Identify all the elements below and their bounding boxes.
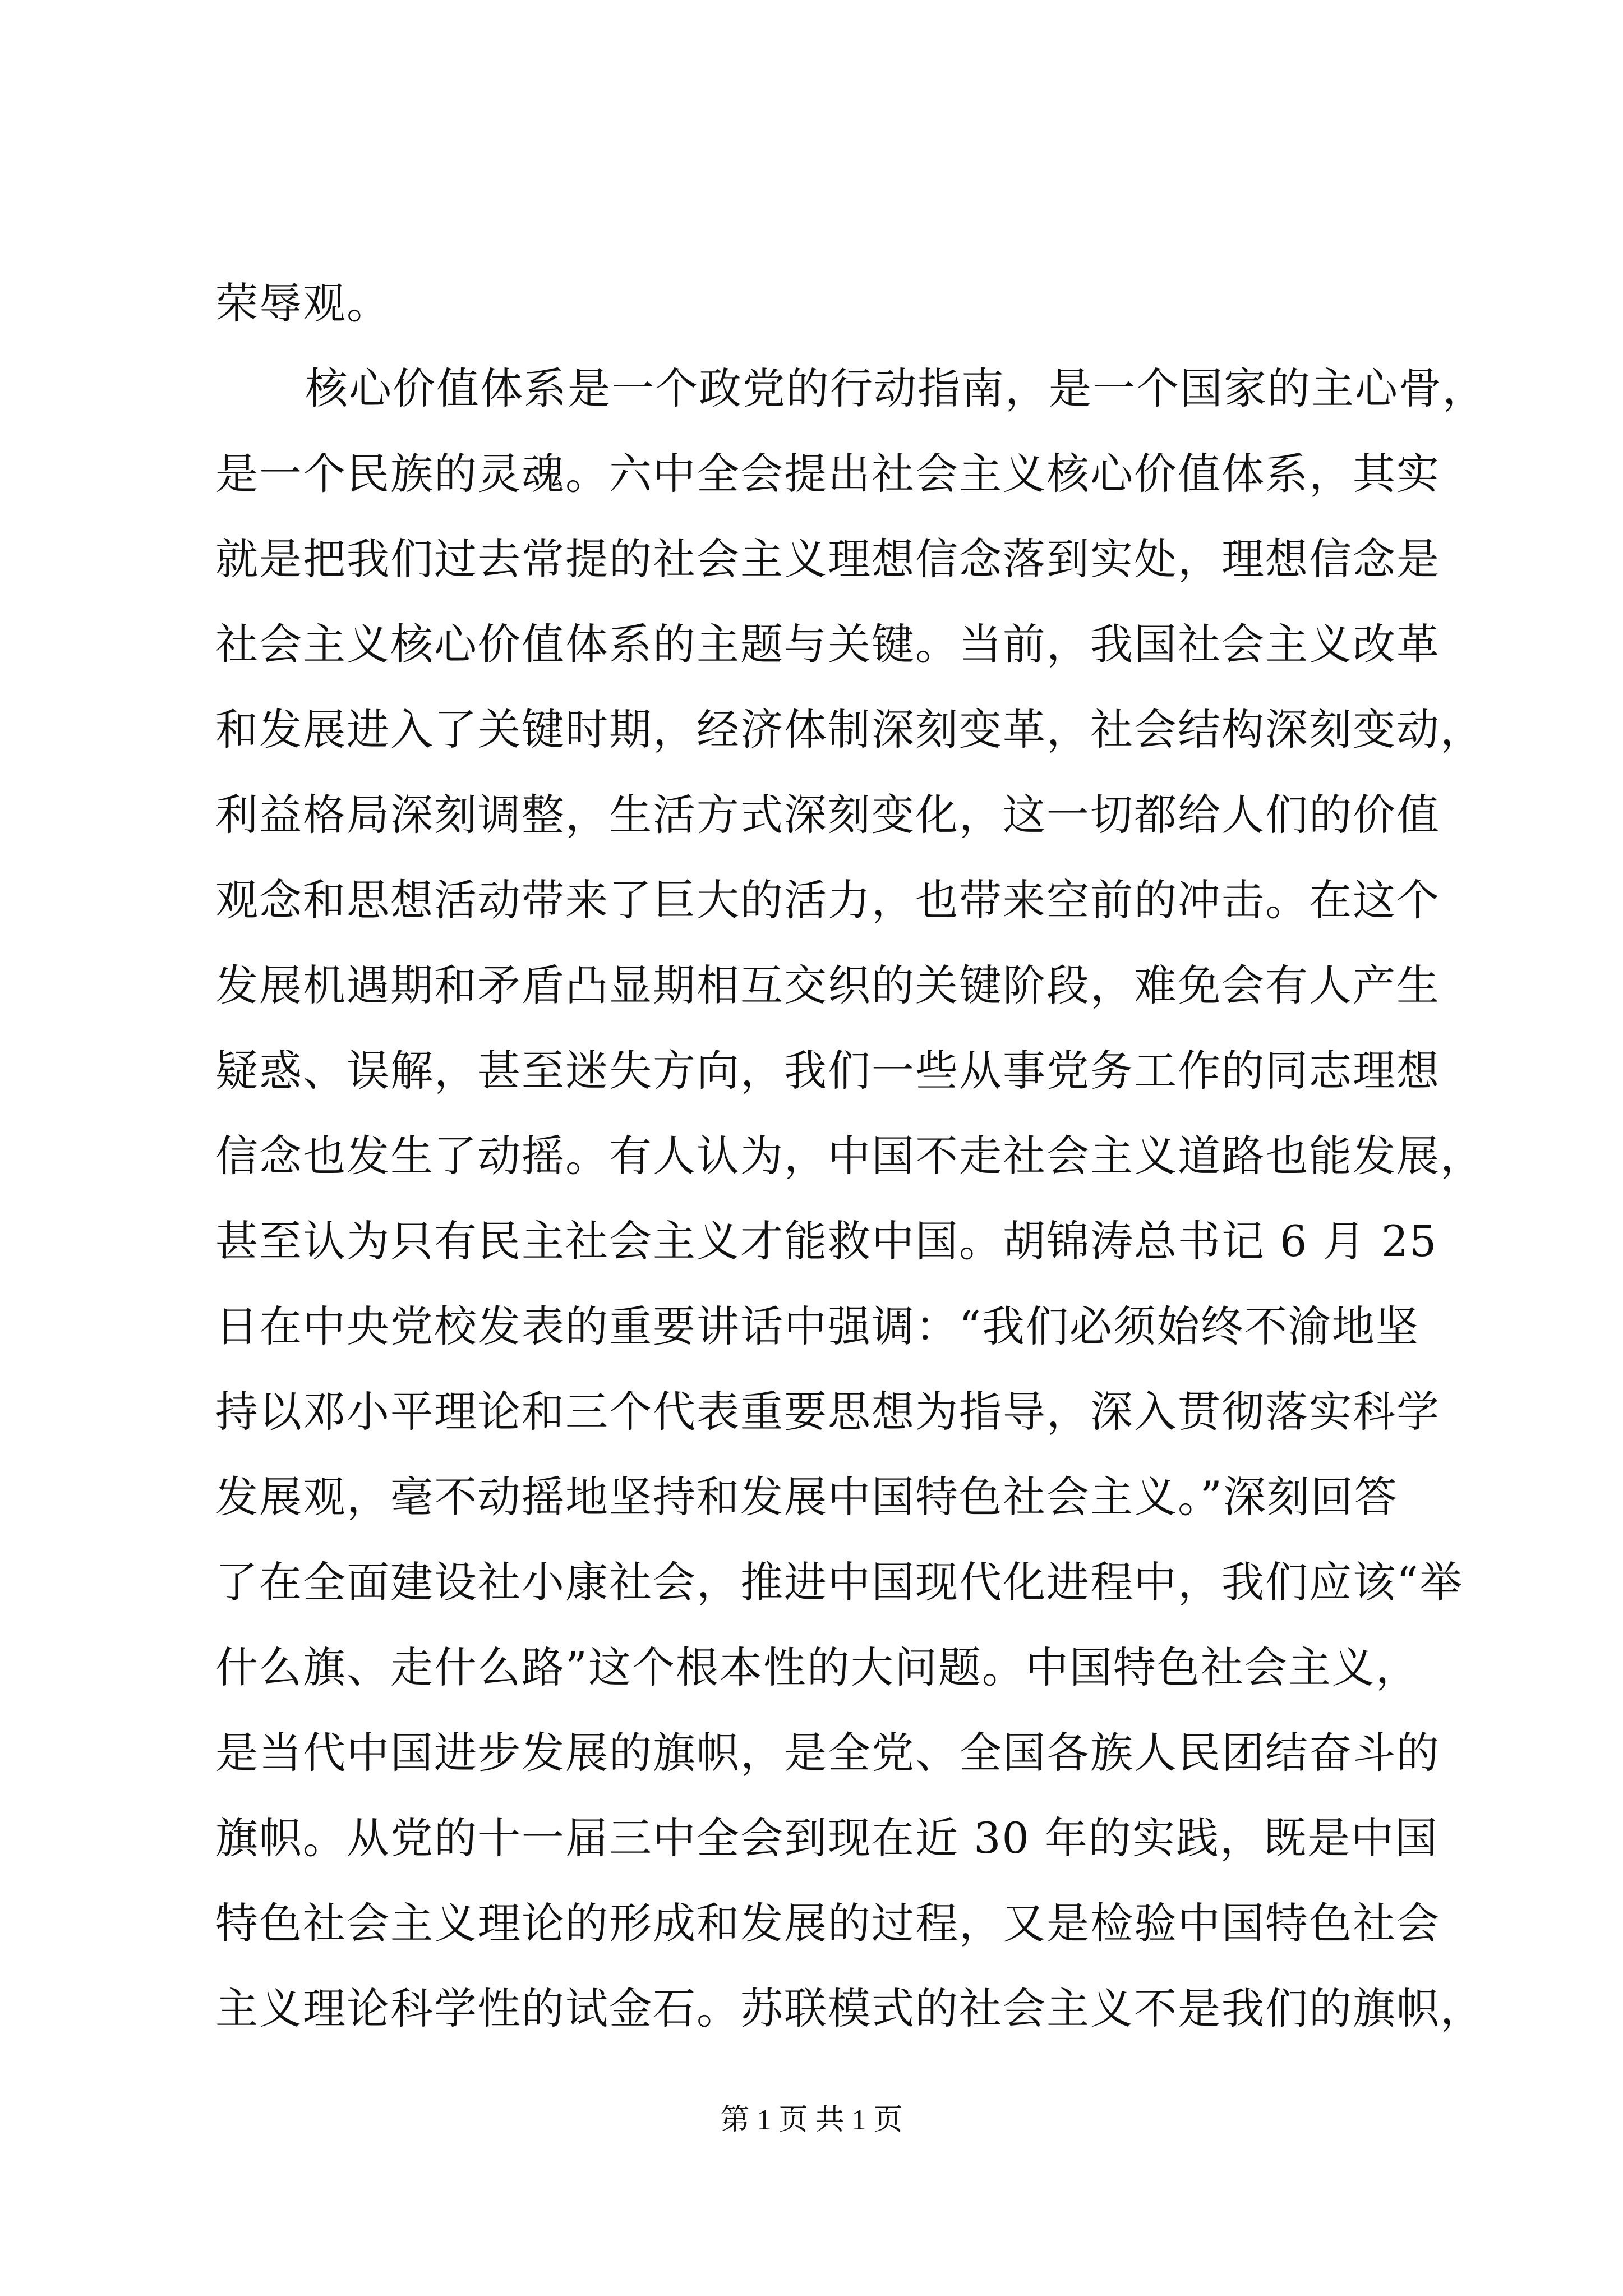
text-line: 疑惑、误解，甚至迷失方向，我们一些从事党务工作的同志理想 (215, 1046, 1440, 1096)
text-line: 主义理论科学性的试金石。苏联模式的社会主义不是我们的旗帜， (215, 1984, 1484, 2033)
text-line: 荣辱观。 (215, 278, 390, 328)
text-line: 持以邓小平理论和三个代表重要思想为指导，深入贯彻落实科学 (215, 1387, 1440, 1437)
text-line: 和发展进入了关键时期，经济体制深刻变革，社会结构深刻变动， (215, 705, 1484, 754)
page-number-label: 第 1 页 共 1 页 (720, 2104, 903, 2136)
page-footer (0, 2101, 1623, 2140)
text-line: 是一个民族的灵魂。六中全会提出社会主义核心价值体系，其实 (215, 449, 1440, 499)
body-text (215, 261, 1500, 2051)
text-line: 日在中央党校发表的重要讲话中强调：“我们必须始终不渝地坚 (215, 1301, 1419, 1351)
text-line: 信念也发生了动摇。有人认为，中国不走社会主义道路也能发展， (215, 1131, 1484, 1181)
text-line: 了在全面建设社小康社会，推进中国现代化进程中，我们应该“举 (215, 1557, 1463, 1607)
text-line: 发展观，毫不动摇地坚持和发展中国特色社会主义。”深刻回答 (215, 1472, 1398, 1522)
text-line: 特色社会主义理论的形成和发展的过程，又是检验中国特色社会 (215, 1898, 1440, 1948)
text-line: 甚至认为只有民主社会主义才能救中国。胡锦涛总书记 6 月 25 (215, 1216, 1438, 1266)
text-line: 社会主义核心价值体系的主题与关键。当前，我国社会主义改革 (215, 619, 1440, 669)
text-line: 观念和思想活动带来了巨大的活力，也带来空前的冲击。在这个 (215, 875, 1440, 925)
text-line: 是当代中国进步发展的旗帜，是全党、全国各族人民团结奋斗的 (215, 1728, 1440, 1778)
text-line: 什么旗、走什么路”这个根本性的大问题。中国特色社会主义， (215, 1642, 1419, 1692)
text-line: 利益格局深刻调整，生活方式深刻变化，这一切都给人们的价值 (215, 790, 1440, 840)
text-line: 就是把我们过去常提的社会主义理想信念落到实处，理想信念是 (215, 534, 1440, 584)
text-line: 旗帜。从党的十一届三中全会到现在近 30 年的实践，既是中国 (215, 1813, 1439, 1863)
paragraph-first-line: 核心价值体系是一个政党的行动指南，是一个国家的主心骨， (305, 364, 1486, 413)
text-line: 发展机遇期和矛盾凸显期相互交织的关键阶段，难免会有人产生 (215, 960, 1440, 1010)
